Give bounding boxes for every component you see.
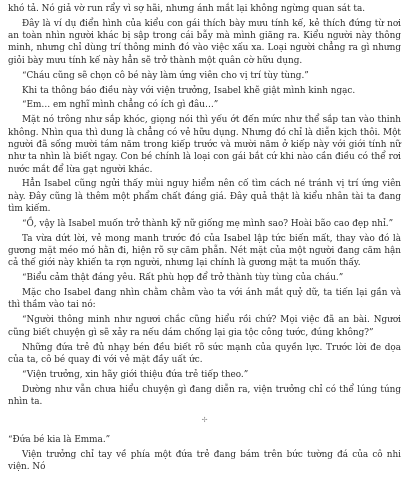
paragraph: “Em… em nghĩ mình chẳng có ích gì đâu…” [22, 100, 219, 111]
paragraph: khó tả. Nó giả vờ run rẩy vì sợ hãi, nhưng ánh mắt lại không ngừng quan sát ta. [8, 4, 366, 14]
paragraph: Khi ta thông báo điều này với viện trưởng, Isabel khẽ giật mình kinh ngạc. [22, 85, 356, 96]
paragraph: Mặc cho Isabel đang nhìn chằm chằm vào ta với ánh mắt quỷ dữ, ta tiến lại gần và thì thầm vào tai nó: [8, 288, 401, 311]
paragraph: Hẳn Isabel cũng ngửi thấy mùi nguy hiểm nên cố tìm cách né tránh vị trí ứng viên này. Đây cũng là thêm một phẩm chất đáng giá. Đây quả thật là kiểu nhân tài ta đang tìm kiếm. [8, 179, 401, 215]
paragraph: “Viện trưởng, xin hãy giới thiệu đứa trẻ tiếp theo.” [22, 369, 249, 380]
paragraph: “Biểu cảm thật đáng yêu. Rất phù hợp để trở thành tùy tùng của cháu.” [22, 273, 344, 284]
paragraph: Đây là ví dụ điển hình của kiểu con gái thích bày mưu tính kế, kẻ thích đứng từ nơi an toàn nhìn người khác bị sập trong cái bẫy mà mình giăng ra. Kiểu người này thông minh, nhưng chỉ dùng trí thông minh đó vào việc xấu xa. Loại người chẳng ra gì nhưng giỏi bày mưu tính kế này hẳn sẽ trở thành một quân cờ hữu dụng. [8, 18, 401, 66]
paragraph: Ta vừa dứt lời, vẻ mong manh trước đó của Isabel lập tức biến mất, thay vào đó là gương mặt méo mó hằn đi, hiện rõ sự căm phẫn. Nét mặt của một người đang căm hận cả thế giới này khiến ta rợn người, nhưng lại chính là gương mặt ta muốn thấy. [8, 233, 401, 269]
paragraph: Dường như vẫn chưa hiểu chuyện gì đang diễn ra, viện trưởng chỉ có thể lúng túng nhìn ta. [8, 384, 401, 407]
paragraph: “Người thông minh như ngươi chắc cũng hiểu rồi chứ? Mọi việc đã an bài. Ngươi cũng biết chuyện gì sẽ xảy ra nếu dám chống lại gia tộc công tước, đúng không?” [8, 315, 401, 338]
paragraph: Mặt nó trông như sắp khóc, giọng nói thì yếu ớt đến mức như thể sắp tan vào thinh không. Nhìn qua thì dung là chẳng có vẻ hữu dụng. Nhưng đó chỉ là diễn kịch thôi. Một người đã sống mười tám năm trong kiếp trước và mười năm ở kiếp này với giới tính nữ như ta nhìn là biết ngay. Con bé chính là loại con gái bắt cứ khi nào cần điều có thể rơi nước mắt để lừa gạt người khác. [8, 115, 401, 175]
paragraph: Những đứa trẻ đủ nhạy bén đều biết rõ sức mạnh của quyền lực. Trước lời đe dọa của ta, cô bé quay đi với vẻ mặt đầy uất ức. [8, 342, 401, 365]
section-break-ornament: ✢ [201, 416, 208, 425]
paragraph: “Ồ, vậy là Isabel muốn trở thành kỹ nữ giống mẹ mình sao? Hoài bão cao đẹp nhỉ.” [22, 218, 394, 229]
paragraph: “Đứa bé kia là Emma.” [8, 435, 111, 446]
paragraph: “Cháu cũng sẽ chọn cô bé này làm ứng viên cho vị trí tùy tùng.” [22, 70, 309, 81]
paragraph: Viện trưởng chỉ tay về phía một đứa trẻ đang bám trên bức tường đá của cô nhi viện. Nó [8, 450, 401, 473]
